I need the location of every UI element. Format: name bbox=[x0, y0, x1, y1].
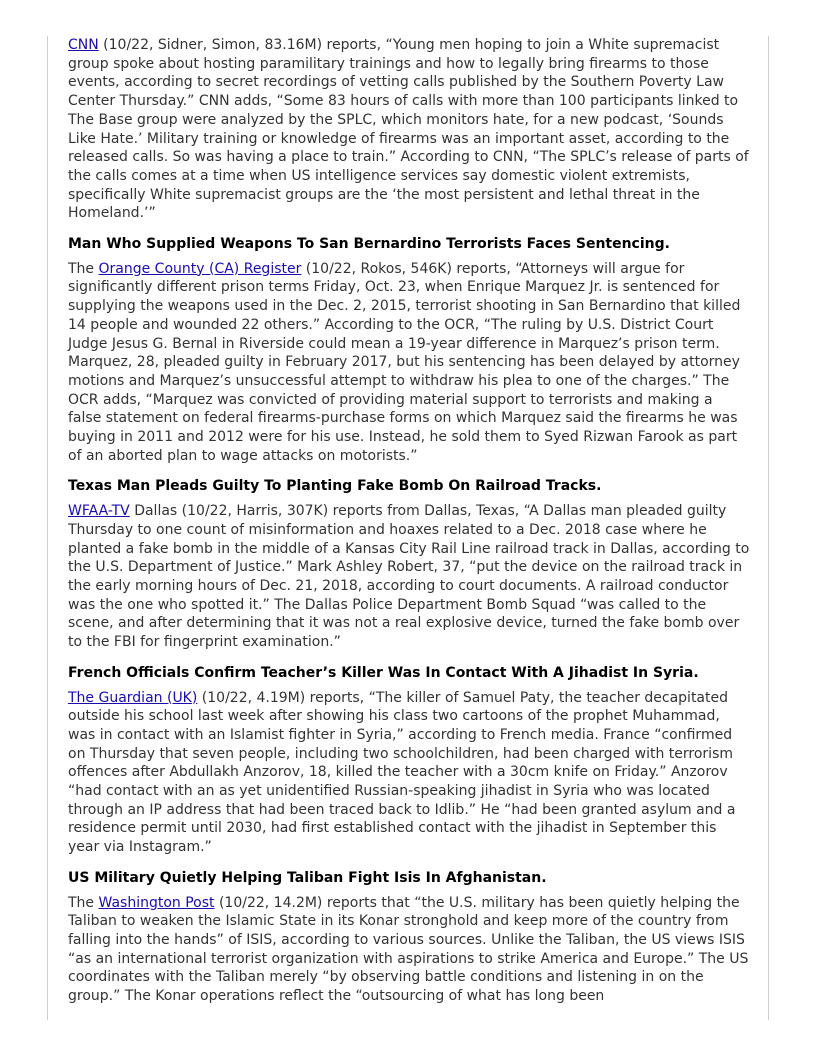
article-body: (10/22, 14.2M) reports that “the U.S. military has been quietly helping the Taliban to weaken the Islamic State in its Konar stronghold and keep more of the country from falling into the hands” of ISIS, according to various sources. Unlike the Taliban, the US views ISIS “as an international terrorist organization with aspirations to strike America and Europe.” The US coordinates with the Taliban merely “by observing battle conditions and listening in on the group.” The Konar operations reflect the “outsourcing of what has long been bbox=[68, 894, 749, 1005]
source-link[interactable]: CNN bbox=[68, 37, 99, 53]
article-lead: The bbox=[68, 894, 99, 911]
article-headline: Texas Man Pleads Guilty To Planting Fake Bomb On Railroad Tracks. bbox=[68, 478, 602, 495]
article-paragraph bbox=[68, 260, 750, 466]
article-body: (10/22, Rokos, 546K) reports, “Attorneys will argue for significantly different prison terms Friday, Oct. 23, when Enrique Marquez Jr. is sentenced for supplying the weapons used in the Dec. 2, 2015, terrorist shooting in San Bernardino that killed 14 people and wounded 22 others.” According to the OCR, “The ruling by U.S. District Court Judge Jesus G. Bernal in Riverside could mean a 19-year difference in Marquez’s prison term. Marquez, 28, pleaded guilty in February 2017, but his sentencing has been delayed by attorney motions and Marquez’s unsuccessful attempt to withdraw his plea to one of the charges.” The OCR adds, “Marquez was convicted of providing material support to terrorists and making a false statement on federal firearms-purchase forms on which Marquez said the firearms he was buying in 2011 and 2012 were for his use. Instead, he sold them to Syed Rizwan Farook as part of an aborted plan to wage attacks on motorists.” bbox=[68, 260, 741, 464]
article-french-teacher bbox=[68, 664, 750, 857]
article-san-bernardino bbox=[68, 235, 750, 465]
source-link[interactable]: Washington Post bbox=[98, 894, 215, 911]
article-body: (10/22, Sidner, Simon, 83.16M) reports, “Young men hoping to join a White supremacist group spoke about hosting paramilitary trainings and how to legally bring firearms to those events, according to secret recordings of vetting calls published by the Southern Poverty Law Center Thursday.” CNN adds, “Some 83 hours of calls with more than 100 participants linked to The Base group were analyzed by the SPLC, which monitors hate, for a new podcast, ‘Sounds Like Hate.’ Military training or knowledge of firearms was an important asset, according to the released calls. So was having a place to train.” According to CNN, “The SPLC’s release of parts of the calls comes at a time when US intelligence services say domestic violent extremists, specifically White supremacist groups are the ‘the most persistent and lethal threat in the Homeland.’” bbox=[68, 37, 749, 222]
article-texas-fake-bomb bbox=[68, 477, 750, 651]
article-paragraph bbox=[68, 894, 750, 1006]
article-headline: US Military Quietly Helping Taliban Fight Isis In Afghanistan. bbox=[68, 869, 547, 886]
source-link[interactable]: Orange County (CA) Register bbox=[98, 260, 302, 277]
article-lead: The bbox=[68, 260, 99, 277]
article-headline: Man Who Supplied Weapons To San Bernardino Terrorists Faces Sentencing. bbox=[68, 236, 670, 253]
article-taliban-isis bbox=[68, 869, 750, 1006]
article-paragraph bbox=[68, 502, 750, 652]
article-headline: French Officials Confirm Teacher’s Killer Was In Contact With A Jihadist In Syria. bbox=[68, 664, 699, 681]
article-body: (10/22, 4.19M) reports, “The killer of Samuel Paty, the teacher decapitated outside his school last week after showing his class two cartoons of the prophet Muhammad, was in contact with an Islamist fighter in Syria,” according to French media. France “confirmed on Thursday that seven people, including two schoolchildren, had been charged with terrorism offences after Abdullakh Anzorov, 18, killed the teacher with a 30cm knife on Friday.” Anzorov “had contact with an as yet unidentified Russian-speaking jihadist in Syria who was located through an IP address that had been traced back to Idlib.” He “had been granted asylum and a residence permit until 2030, had first established contact with the jihadist in September this year via Instagram.” bbox=[68, 689, 736, 856]
source-link[interactable]: WFAA-TV bbox=[68, 503, 130, 520]
right-margin-rule bbox=[768, 36, 769, 1020]
article-cnn bbox=[68, 36, 750, 223]
article-paragraph bbox=[68, 689, 750, 857]
source-link[interactable]: The Guardian (UK) bbox=[68, 689, 198, 706]
article-paragraph bbox=[68, 36, 750, 223]
article-body: Dallas (10/22, Harris, 307K) reports from Dallas, Texas, “A Dallas man pleaded guilty Thursday to one count of misinformation and hoaxes related to a Dec. 2018 case where he planted a fake bomb in the middle of a Kansas City Rail Line railroad track in Dallas, according to the U.S. Department of Justice.” Mark Ashley Robert, 37, “put the device on the railroad track in the early morning hours of Dec. 21, 2018, according to court documents. A railroad conductor was the one who spotted it.” The Dallas Police Department Bomb Squad “was called to the scene, and after determining that it was not a real explosive device, turned the fake bomb over to the FBI for fingerprint examination.” bbox=[68, 503, 750, 651]
left-margin-rule bbox=[47, 36, 48, 1020]
news-briefing-content bbox=[68, 36, 750, 1006]
